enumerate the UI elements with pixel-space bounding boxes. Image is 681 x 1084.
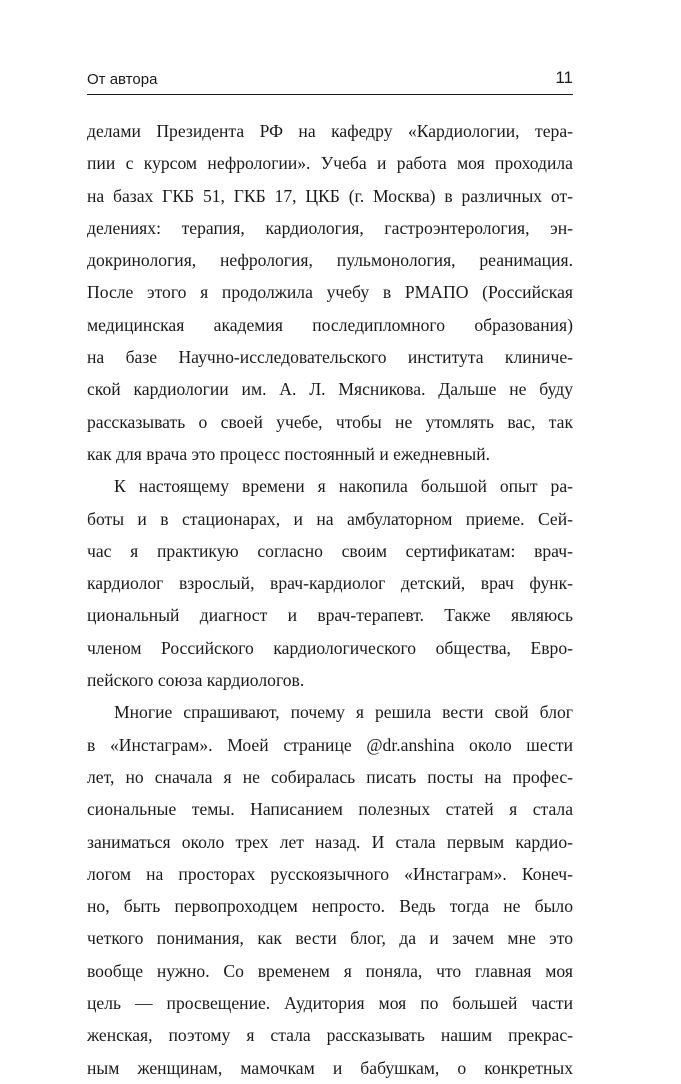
text-line: кардиолог взрослый, врач-кардиолог детский, врач функ-: [87, 573, 573, 594]
text-line: Многие спрашивают, почему я решила вести свой блог: [114, 702, 573, 723]
text-line: сиональные темы. Написанием полезных статей я стала: [87, 799, 573, 820]
text-line: но, быть первопроходцем непросто. Ведь тогда не было: [87, 896, 573, 917]
text-line: в «Инстаграм». Моей странице @dr.anshina около шести: [87, 734, 573, 755]
text-line: вообще нужно. Со временем я поняла, что главная моя: [87, 960, 573, 981]
text-line: заниматься около трех лет назад. И стала первым кардио-: [87, 831, 573, 852]
text-line: циональный диагност и врач-терапевт. Также являюсь: [87, 605, 573, 626]
text-line: лет, но сначала я не собиралась писать посты на профес-: [87, 766, 573, 787]
text-line: рассказывать о своей учебе, чтобы не утомлять вас, так: [87, 411, 573, 432]
text-line: на базе Научно-исследовательского института клиниче-: [87, 347, 573, 368]
text-line: делениях: терапия, кардиология, гастроэнтерология, эн-: [87, 217, 573, 238]
text-line: женская, поэтому я стала рассказывать нашим прекрас-: [87, 1025, 573, 1046]
text-line: час я практикую согласно своим сертификатам: врач-: [87, 540, 573, 561]
text-line: цель — просвещение. Аудитория моя по большей части: [87, 993, 573, 1014]
text-line: на базах ГКБ 51, ГКБ 17, ЦКБ (г. Москва) в различных от-: [87, 185, 573, 206]
text-line: После этого я продолжила учебу в РМАПО (Российская: [87, 282, 573, 303]
paragraph-1: [87, 115, 573, 470]
text-line: ской кардиологии им. А. Л. Мясникова. Дальше не буду: [87, 379, 573, 400]
text-line: логом на просторах русскоязычного «Инстаграм». Конеч-: [87, 863, 573, 884]
paragraph-3: [87, 696, 573, 1084]
text-line: докринология, нефрология, пульмонология, реанимация.: [87, 250, 573, 271]
text-line: ным женщинам, мамочкам и бабушкам, о конкретных: [87, 1057, 573, 1078]
text-line: боты и в стационарах, и на амбулаторном приеме. Сей-: [87, 508, 573, 529]
text-line: как для врача это процесс постоянный и ежедневный.: [87, 443, 491, 464]
text-line: делами Президента РФ на кафедру «Кардиологии, тера-: [87, 121, 573, 141]
text-line: медицинская академия последипломного образования): [87, 314, 573, 335]
body-text: [87, 115, 573, 1084]
paragraph-2: [87, 470, 573, 696]
text-line: К настоящему времени я накопила большой опыт ра-: [114, 476, 573, 497]
section-title: От автора: [87, 71, 158, 88]
text-line: четкого понимания, как вести блог, да и зачем мне это: [87, 928, 573, 949]
running-header: [87, 62, 573, 95]
text-line: пейского союза кардиологов.: [87, 670, 305, 691]
text-line: членом Российского кардиологического общества, Евро-: [87, 637, 573, 658]
text-line: пии с курсом нефрологии». Учеба и работа моя проходила: [87, 153, 573, 174]
page-number: 11: [555, 68, 573, 87]
